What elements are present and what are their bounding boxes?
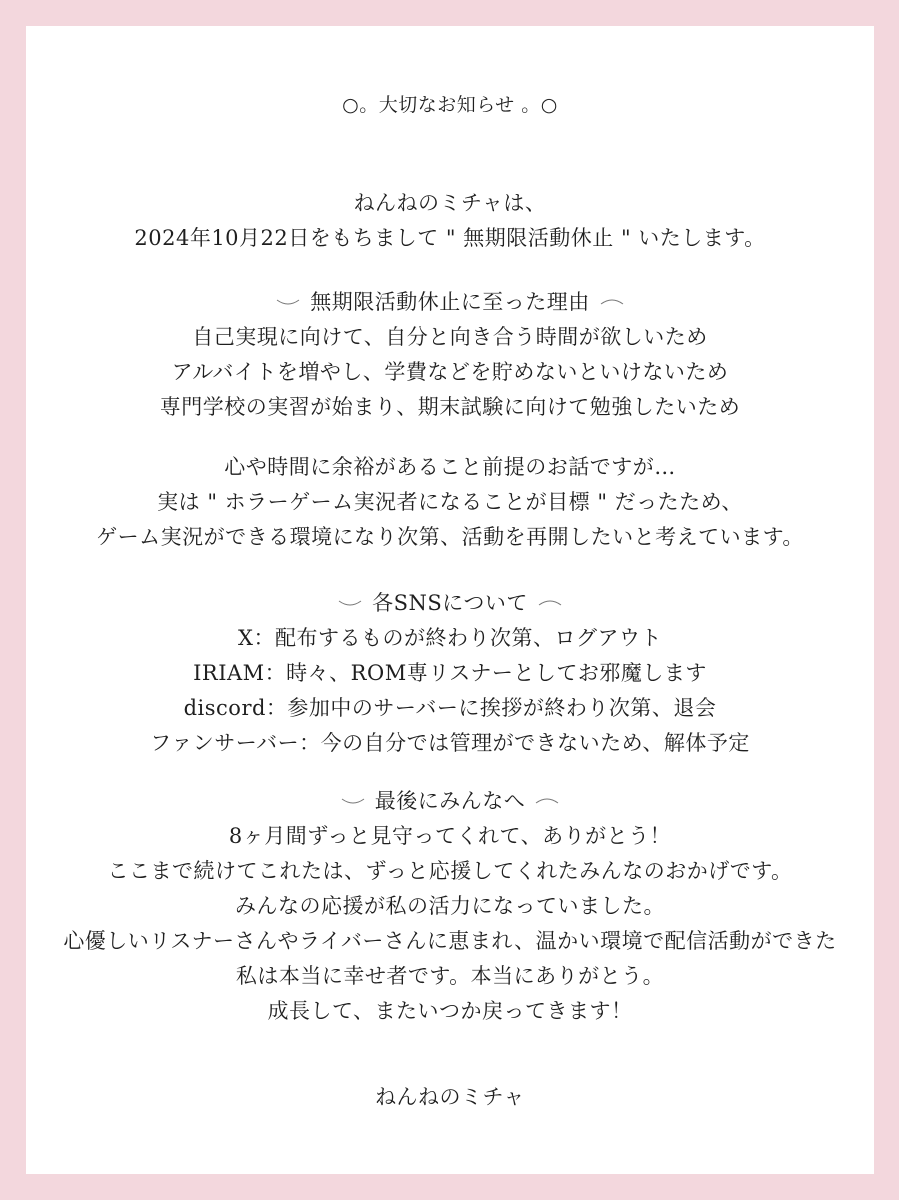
section-heading-label: 各SNSについて <box>372 591 528 615</box>
message-line: 私は本当に幸せ者です。本当にありがとう。 <box>235 964 665 988</box>
intro-line: ねんねのミチャは、 <box>353 191 547 215</box>
message-line: 心優しいリスナーさんやライバーさんに恵まれ、温かい環境で配信活動ができた <box>63 929 837 953</box>
message-line: みんなの応援が私の活力になっていました。 <box>235 894 665 918</box>
sns-line: X：配布するものが終わり次第、ログアウト <box>238 626 662 650</box>
flourish-left-icon <box>338 598 362 608</box>
signature: ねんねのミチャ <box>375 1085 525 1109</box>
notice-card <box>26 26 874 1174</box>
sns-line: IRIAM：時々、ROM専リスナーとしてお邪魔します <box>193 661 707 685</box>
message-line: 成長して、またいつか戻ってきます！ <box>267 999 633 1023</box>
future-line: ゲーム実況ができる環境になり次第、活動を再開したいと考えています。 <box>96 525 804 549</box>
message-line: 8ヶ月間ずっと見守ってくれて、ありがとう！ <box>228 824 672 848</box>
flourish-right-icon <box>600 297 624 307</box>
section-heading-sns <box>26 588 874 618</box>
sns-line: ファンサーバー：今の自分では管理ができないため、解体予定 <box>150 731 750 755</box>
message-line: ここまで続けてこれたは、ずっと応援してくれたみんなのおかげです。 <box>107 859 793 883</box>
future-line: 心や時間に余裕があること前提のお話ですが… <box>224 455 676 479</box>
flourish-left-icon <box>276 297 300 307</box>
reason-line: アルバイトを増やし、学費などを貯めないといけないため <box>171 360 729 384</box>
section-heading-message <box>26 786 874 816</box>
future-line: 実は " ホラーゲーム実況者になることが目標 " だったため、 <box>157 490 743 514</box>
reason-line: 専門学校の実習が始まり、期末試験に向けて勉強したいため <box>159 395 741 419</box>
flourish-right-icon <box>535 796 559 806</box>
intro-line: 2024年10月22日をもちまして " 無期限活動休止 " いたします。 <box>134 226 766 250</box>
reason-line: 自己実現に向けて、自分と向き合う時間が欲しいため <box>192 325 708 349</box>
section-heading-reason <box>26 287 874 317</box>
notice-title: ○。大切なお知らせ 。○ <box>342 94 558 116</box>
flourish-right-icon <box>538 598 562 608</box>
section-heading-label: 最後にみんなへ <box>374 789 526 813</box>
flourish-left-icon <box>341 796 365 806</box>
section-heading-label: 無期限活動休止に至った理由 <box>310 290 590 314</box>
sns-line: discord：参加中のサーバーに挨拶が終わり次第、退会 <box>183 696 717 720</box>
